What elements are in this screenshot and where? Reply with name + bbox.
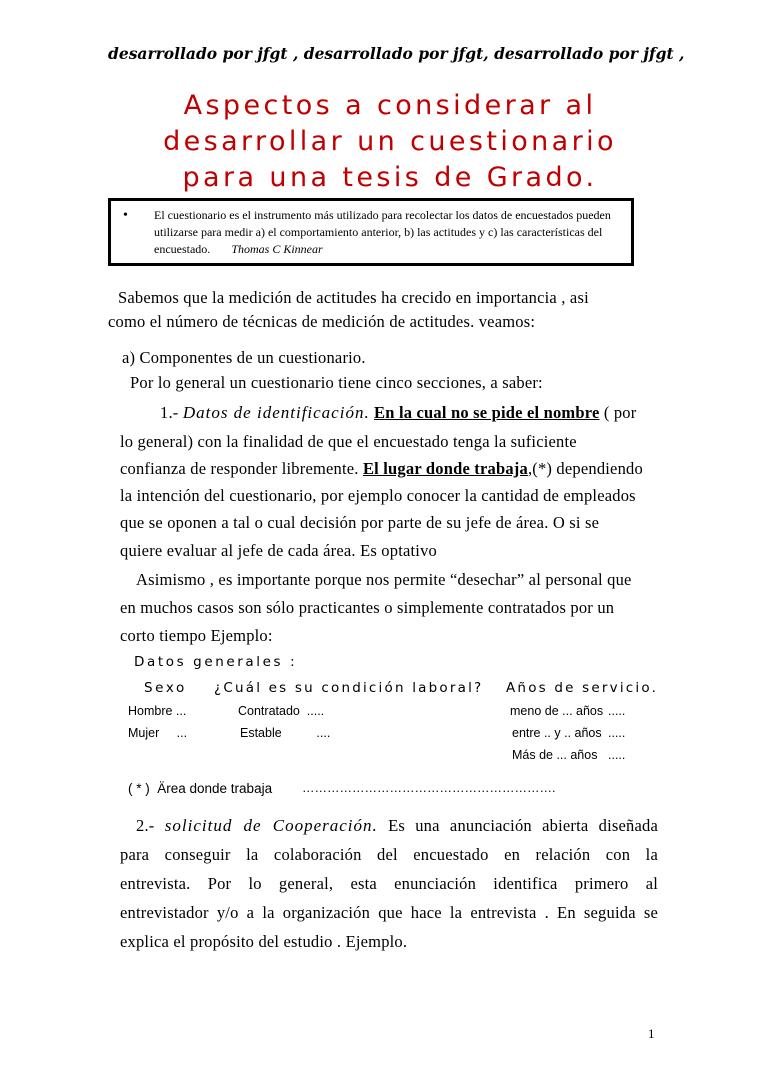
form-area-dots: ……………………………………………………. [302,781,556,795]
item2-line3-text: entrevista. Por lo general, esta enunciación identifica primero al [120,874,658,893]
item1-bold-no-name: En la cual no se pide el nombre [374,403,600,422]
section-a-subtitle: Por lo general un cuestionario tiene cinco secciones, a saber: [130,373,543,392]
quote-box [108,198,634,266]
running-header: desarrollado por jfgt , desarrollado por jfgt, desarrollado por jfgt , [108,44,685,63]
form-option-menos: meno de ... años [510,704,604,718]
form-col-sexo: Sexo [144,680,187,696]
form-option-mujer: Mujer ... [128,726,188,740]
form-option-mas: Más de ... años [512,748,598,762]
form-area-label: ( * ) Ärea donde trabaja [128,781,273,796]
title-line-2: desarrollar un cuestionario [163,126,617,157]
item2-line-5: explica el propósito del estudio . Ejemplo. [120,932,408,951]
form-heading: Datos generales : [134,654,298,670]
item2-line-4 [120,903,658,923]
item1-bold-workplace: El lugar donde trabaja [362,459,528,478]
quote-body: El cuestionario es el instrumento más utilizado para recolectar los datos de encuestados pueden utilizarse para medir a) el comportamiento anterior, b) las actitudes y c) las características del encuestado. [154,208,611,256]
title-line-3: para una tesis de Grado. [182,162,598,193]
quote-author: Thomas C Kinnear [231,242,323,256]
item2-label: solicitud de Cooperación. [164,816,378,835]
item1-after-bold: ( por [603,403,637,422]
form-option-entre: entre .. y .. años [512,726,602,740]
quote-text [154,207,634,258]
form-col-condicion: ¿Cuál es su condición laboral? [214,680,484,696]
item2-line-1 [136,816,658,836]
item1-line-4: la intención del cuestionario, por ejemplo conocer la cantidad de empleados [120,486,636,505]
title-line-1: Aspectos a considerar al [183,90,597,121]
item1-line-8: en muchos casos son sólo practicantes o simplemente contratados por un [120,598,615,617]
intro-line-1: Sabemos que la medición de actitudes ha crecido en importancia , asi [118,288,589,307]
item1-line-5: que se oponen a tal o cual decisión por parte de su jefe de área. O si se [120,513,600,532]
form-option-mas-dots: ..... [608,748,626,762]
item1-line-2: lo general) con la finalidad de que el encuestado tenga la suficiente [120,432,577,451]
item2-line-2 [120,845,658,865]
item1-line-9: corto tiempo Ejemplo: [120,626,273,645]
item1-line-1 [160,403,636,423]
item1-line3-pre: confianza de responder libremente. [120,459,359,478]
item2-line2-text: para conseguir la colaboración del encuestado en relación con la [120,845,658,864]
section-a-heading: a) Componentes de un cuestionario. [122,348,366,367]
form-option-menos-dots: ..... [608,704,626,718]
form-option-contratado: Contratado ..... [238,704,325,718]
form-option-entre-dots: ..... [608,726,626,740]
item2-line1-content [136,816,658,836]
form-option-hombre: Hombre ... [128,704,187,718]
intro-line-2: como el número de técnicas de medición de actitudes. veamos: [108,312,536,331]
item2-line1-post: Es una anunciación abierta diseñada [388,816,658,835]
bullet-icon: • [123,208,128,223]
form-option-estable: Estable .... [240,726,331,740]
page-number: 1 [648,1026,655,1041]
item1-label: Datos de identificación. [182,403,370,422]
item1-line-6: quiere evaluar al jefe de cada área. Es optativo [120,541,437,560]
item1-line-3 [120,459,643,479]
item2-line4-text: entrevistador y/o a la organización que hace la entrevista . En seguida se [120,903,658,922]
item1-line3-post: ,(*) dependiendo [527,459,643,478]
item1-number: 1.- [160,403,179,422]
item2-line-3 [120,874,658,894]
item2-number: 2.- [136,816,155,835]
item1-line-7: Asimismo , es importante porque nos permite “desechar” al personal que [136,570,632,589]
form-col-anios: Años de servicio. [506,680,659,696]
